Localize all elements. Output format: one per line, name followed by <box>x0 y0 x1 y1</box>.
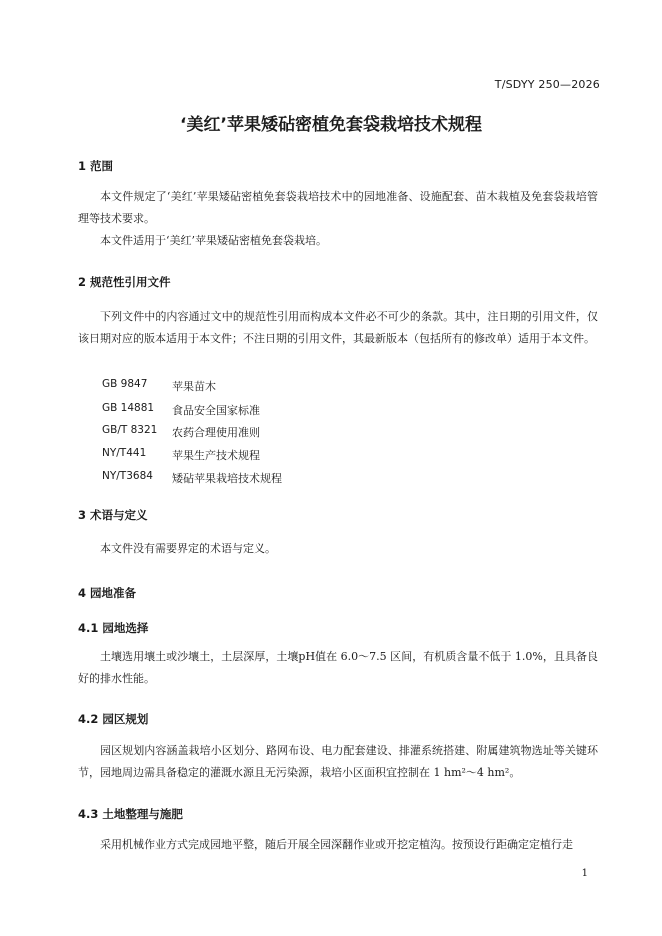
section-4-3-paragraph-1: 采用机械作业方式完成园地平整，随后开展全园深翻作业或开挖定植沟。按预设行距确定定植行走 <box>100 838 573 851</box>
reference-name: 农药合理使用准则 <box>172 426 260 439</box>
section-3-heading: 3 术语与定义 <box>78 508 148 522</box>
section-1-paragraph-1: 本文件规定了‘美红’苹果矮砧密植免套袋栽培技术中的园地准备、设施配套、苗木栽植及免套袋栽培管理等技术要求。 <box>78 190 598 225</box>
reference-name: 苹果生产技术规程 <box>172 449 260 462</box>
reference-name: 苹果苗木 <box>172 380 216 393</box>
reference-code: GB 9847 <box>102 378 148 390</box>
section-4-2-paragraph-1: 园区规划内容涵盖栽培小区划分、路网布设、电力配套建设、排灌系统搭建、附属建筑物选址等关键环节，园地周边需具备稳定的灌溉水源且无污染源，栽培小区面积宜控制在 1 hm²～4 hm²。 <box>78 744 598 779</box>
document-title: ‘美红’苹果矮砧密植免套袋栽培技术规程 <box>180 115 482 135</box>
section-4-3-heading: 4.3 土地整理与施肥 <box>78 807 183 821</box>
reference-item <box>102 378 216 394</box>
section-4-2-heading: 4.2 园区规划 <box>78 712 149 726</box>
section-2-heading: 2 规范性引用文件 <box>78 275 171 289</box>
section-4-1-paragraph-1: 土壤选用壤土或沙壤土，土层深厚，土壤pH值在 6.0～7.5 区间，有机质含量不低于 1.0%，且具备良好的排水性能。 <box>78 650 598 685</box>
reference-code: GB/T 8321 <box>102 424 158 436</box>
reference-name: 矮砧苹果栽培技术规程 <box>172 472 282 485</box>
page-number: 1 <box>581 868 588 879</box>
standard-code: T/SDYY 250—2026 <box>494 78 600 91</box>
reference-item <box>102 402 260 418</box>
reference-item <box>102 424 260 440</box>
section-1-paragraph-2: 本文件适用于‘美红’苹果矮砧密植免套袋栽培。 <box>100 234 327 247</box>
section-4-1-heading: 4.1 园地选择 <box>78 621 149 635</box>
section-2-paragraph-1: 下列文件中的内容通过文中的规范性引用而构成本文件必不可少的条款。其中，注日期的引用文件，仅该日期对应的版本适用于本文件；不注日期的引用文件，其最新版本（包括所有的修改单）适用于本文件。 <box>78 310 598 345</box>
reference-item <box>102 447 260 463</box>
section-1-heading: 1 范围 <box>78 159 114 173</box>
reference-code: NY/T441 <box>102 447 147 459</box>
reference-name: 食品安全国家标准 <box>172 404 260 417</box>
reference-code: GB 14881 <box>102 402 155 414</box>
section-3-paragraph-1: 本文件没有需要界定的术语与定义。 <box>100 542 276 555</box>
reference-code: NY/T3684 <box>102 470 153 482</box>
reference-item <box>102 470 282 486</box>
section-4-heading: 4 园地准备 <box>78 586 137 600</box>
